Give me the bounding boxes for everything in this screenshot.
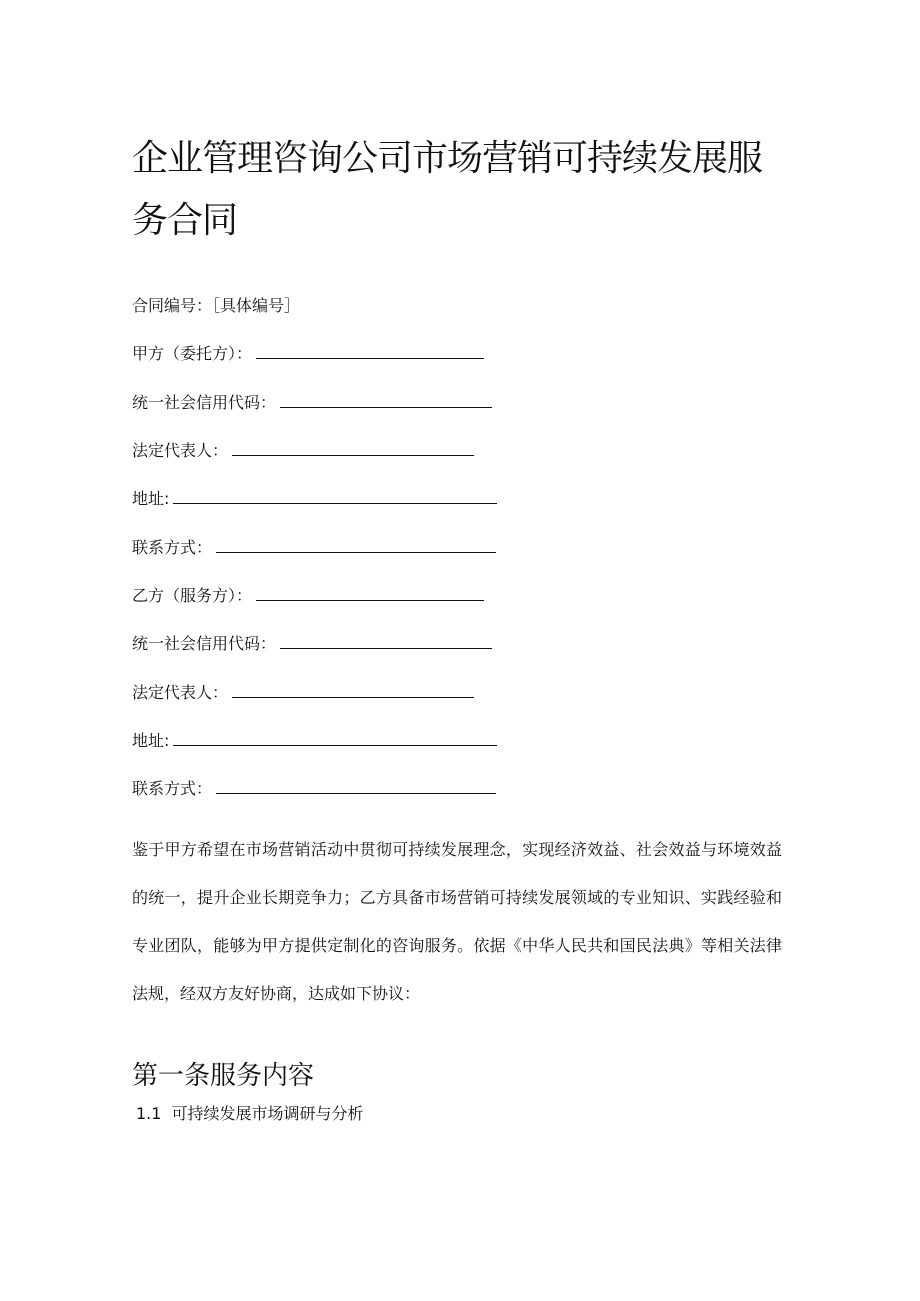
title-line-2: 务合同: [132, 200, 238, 241]
party-a-contact-field: [132, 538, 496, 558]
party-b-contact-blank-line: [216, 779, 496, 794]
party-b-label: 乙方（服务方）：: [132, 586, 253, 605]
party-a-address-field: [132, 489, 497, 509]
party-b-contact-label: 联系方式：: [132, 779, 213, 798]
party-a-legal-rep-blank-line: [232, 441, 474, 456]
party-a-legal-rep-field: [132, 441, 474, 461]
party-b-address-label: 地址:: [132, 731, 170, 750]
party-b-contact-field: [132, 779, 496, 799]
section-1-heading: 第一条服务内容: [132, 1061, 315, 1091]
party-b-credit-code-blank-line: [280, 634, 492, 649]
party-a-legal-rep-label: 法定代表人：: [132, 441, 229, 460]
document-title: [132, 128, 792, 252]
party-a-contact-blank-line: [216, 538, 496, 553]
party-b-legal-rep-field: [132, 683, 474, 703]
party-b-address-blank-line: [173, 731, 497, 746]
party-a-blank-line: [256, 344, 484, 359]
party-b-credit-code-label: 统一社会信用代码：: [132, 634, 277, 653]
party-a-contact-label: 联系方式：: [132, 538, 213, 557]
party-a-credit-code-label: 统一社会信用代码：: [132, 393, 277, 412]
preamble-paragraph: 鉴于甲方希望在市场营销活动中贯彻可持续发展理念，实现经济效益、社会效益与环境效益的统一，提升企业长期竞争力；乙方具备市场营销可持续发展领域的专业知识、实践经验和专业团队，能够为甲方提供定制化的咨询服务。依据《中华人民共和国民法典》等相关法律法规，经双方友好协商，达成如下协议：: [132, 840, 782, 1003]
party-b-legal-rep-blank-line: [232, 683, 474, 698]
section-1-item-1: [136, 1102, 363, 1126]
party-a-address-blank-line: [173, 489, 497, 504]
party-a-label: 甲方（委托方）：: [132, 344, 253, 363]
party-b-legal-rep-label: 法定代表人：: [132, 683, 229, 702]
party-a-credit-code-blank-line: [280, 393, 492, 408]
party-a-address-label: 地址:: [132, 489, 170, 508]
party-b-address-field: [132, 731, 497, 751]
section-1-item-1-text: 可持续发展市场调研与分析: [171, 1104, 364, 1123]
party-b-blank-line: [256, 586, 484, 601]
contract-number-label: 合同编号：［具体编号］: [132, 296, 301, 315]
party-b-credit-code-field: [132, 634, 492, 654]
contract-number: [132, 296, 300, 316]
section-1-item-1-number: 1.1: [136, 1104, 162, 1123]
party-a-credit-code-field: [132, 393, 492, 413]
title-line-1: 企业管理咨询公司市场营销可持续发展服: [132, 138, 763, 179]
party-b-field: [132, 586, 484, 606]
party-a-field: [132, 344, 484, 364]
